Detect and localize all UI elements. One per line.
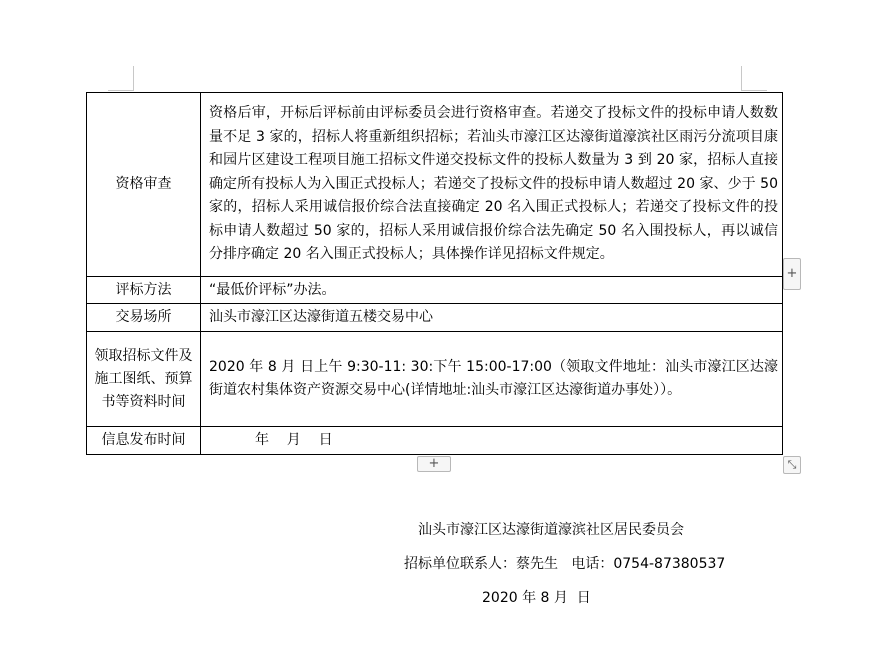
- row-label[interactable]: 资格审查: [87, 93, 201, 277]
- issue-date: 2020 年 8 月 日: [482, 590, 591, 606]
- margin-corner-mark-left: [133, 66, 134, 90]
- row-label[interactable]: 评标方法: [87, 277, 201, 304]
- publish-date-value: 年 月 日: [255, 432, 333, 448]
- margin-corner-mark-right: [741, 90, 767, 91]
- add-column-button[interactable]: +: [417, 456, 451, 472]
- table-resize-handle[interactable]: ⤡: [783, 456, 801, 474]
- issuer-contact: 招标单位联系人：蔡先生 电话：0754-87380537: [404, 556, 726, 572]
- add-row-button[interactable]: +: [783, 258, 801, 290]
- issuer-organization: 汕头市濠江区达濠街道濠滨社区居民委员会: [418, 522, 684, 538]
- table-row: [87, 427, 783, 455]
- row-content[interactable]: 汕头市濠江区达濠街道五楼交易中心: [201, 304, 783, 332]
- table-row: [87, 277, 783, 304]
- table-row: [87, 93, 783, 277]
- row-content[interactable]: 2020 年 8 月 日上午 9:30-11: 30:下午 15:00-17:00（领取文件地址：汕头市濠江区达濠街道农村集体资产资源交易中心(详情地址:汕头市濠江区达濠街道办事处））。: [201, 332, 783, 427]
- row-content[interactable]: [201, 427, 783, 455]
- table-row: [87, 304, 783, 332]
- margin-corner-mark-left: [108, 90, 134, 91]
- row-label[interactable]: 交易场所: [87, 304, 201, 332]
- table-row: [87, 332, 783, 427]
- row-content[interactable]: “最低价评标”办法。: [201, 277, 783, 304]
- row-label[interactable]: 领取招标文件及施工图纸、预算书等资料时间: [87, 332, 201, 427]
- row-label[interactable]: 信息发布时间: [87, 427, 201, 455]
- row-content[interactable]: 资格后审，开标后评标前由评标委员会进行资格审查。若递交了投标文件的投标申请人数数量不足 3 家的，招标人将重新组织招标；若汕头市濠江区达濠街道濠滨社区雨污分流项目康和园片区建设工程项目施工招标文件递交投标文件的投标人数量为 3 到 20 家，招标人直接确定所有投标人为入围正式投标人；若递交了投标文件的投标申请人数超过 20 家、少于 50 家的，招标人采用诚信报价综合法直接确定 20 名入围正式投标人；若递交了投标文件的投标申请人数超过 50 家的，招标人采用诚信报价综合法先确定 50 名入围投标人，再以诚信分排序确定 20 名入围正式投标人；具体操作详见招标文件规定。: [201, 93, 783, 277]
- margin-corner-mark-right: [741, 66, 742, 90]
- tender-info-table: [86, 92, 783, 455]
